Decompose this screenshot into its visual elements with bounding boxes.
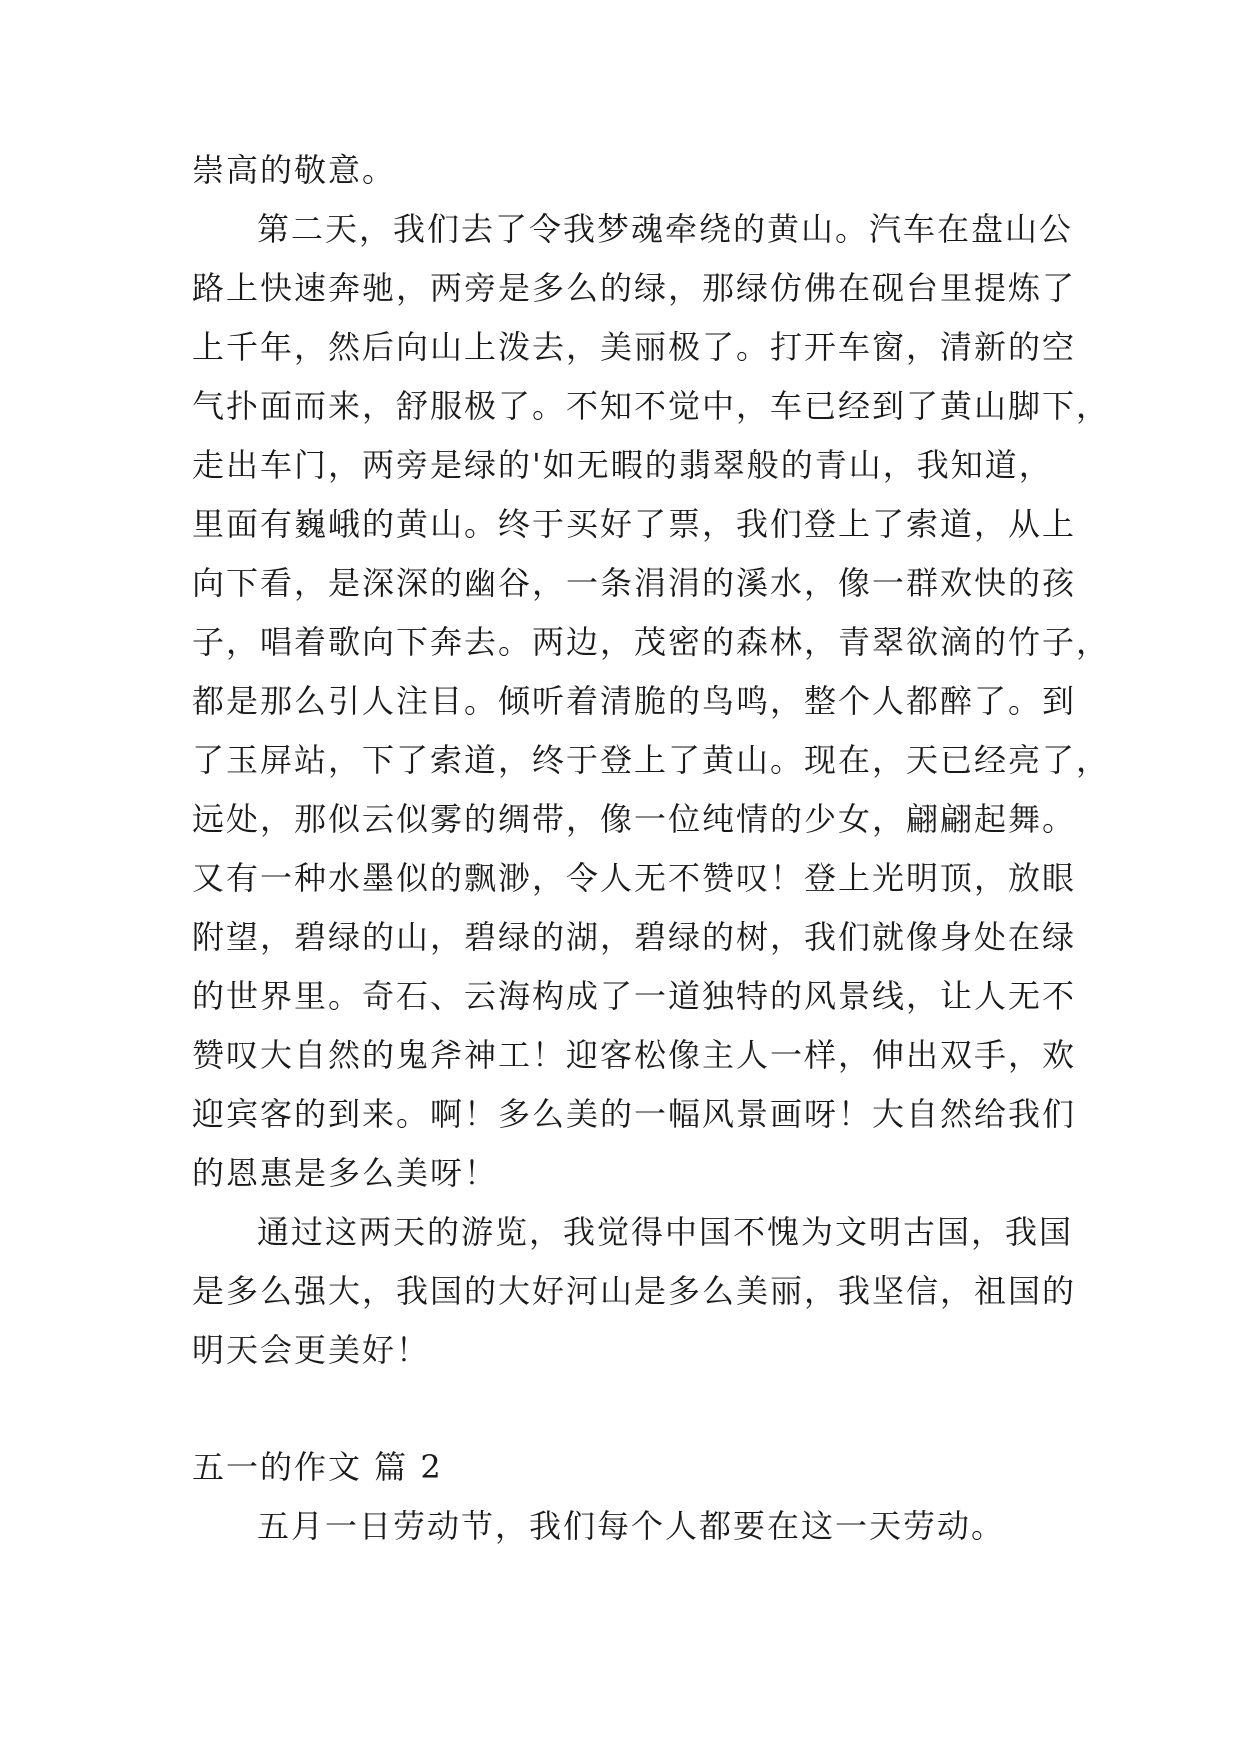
text-line: 路上快速奔驰，两旁是多么的绿，那绿仿佛在砚台里提炼了 bbox=[192, 269, 1077, 307]
text-line: 远处，那似云似雾的绸带，像一位纯情的少女，翩翩起舞。 bbox=[192, 800, 1077, 838]
text-line: 向下看，是深深的幽谷，一条涓涓的溪水，像一群欢快的孩 bbox=[192, 564, 1077, 602]
text-line: 的世界里。奇石、云海构成了一道独特的风景线，让人无不 bbox=[192, 977, 1077, 1015]
text-line: 走出车门，两旁是绿的'如无暇的翡翠般的青山，我知道， bbox=[192, 446, 1053, 484]
text-line: 都是那么引人注目。倾听着清脆的鸟鸣，整个人都醉了。到 bbox=[192, 682, 1077, 720]
text-line: 迎宾客的到来。啊！多么美的一幅风景画呀！大自然给我们 bbox=[192, 1095, 1077, 1133]
text-line: 的恩惠是多么美呀！ bbox=[192, 1154, 499, 1192]
text-line: 子，唱着歌向下奔去。两边，茂密的森林，青翠欲滴的竹子， bbox=[192, 623, 1111, 661]
text-line: 附望，碧绿的山，碧绿的湖，碧绿的树，我们就像身处在绿 bbox=[192, 918, 1077, 956]
text-line: 是多么强大，我国的大好河山是多么美丽，我坚信，祖国的 bbox=[192, 1272, 1077, 1310]
text-line: 明天会更美好！ bbox=[192, 1331, 431, 1369]
text-line: 五月一日劳动节，我们每个人都要在这一天劳动。 bbox=[257, 1507, 1006, 1545]
text-line: 里面有巍峨的黄山。终于买好了票，我们登上了索道，从上 bbox=[192, 505, 1077, 543]
text-line: 第二天，我们去了令我梦魂牵绕的黄山。汽车在盘山公 bbox=[257, 210, 1074, 248]
text-line: 又有一种水墨似的飘渺，令人无不赞叹！登上光明顶，放眼 bbox=[192, 859, 1077, 897]
text-line: 上千年，然后向山上泼去，美丽极了。打开车窗，清新的空 bbox=[192, 328, 1077, 366]
text-line: 通过这两天的游览，我觉得中国不愧为文明古国，我国 bbox=[257, 1213, 1074, 1251]
text-line: 崇高的敬意。 bbox=[192, 151, 397, 189]
text-line: 了玉屏站，下了索道，终于登上了黄山。现在，天已经亮了， bbox=[192, 741, 1111, 779]
text-line: 气扑面而来，舒服极了。不知不觉中，车已经到了黄山脚下， bbox=[192, 387, 1111, 425]
section-heading: 五一的作文 篇 2 bbox=[192, 1448, 443, 1486]
text-line: 赞叹大自然的鬼斧神工！迎客松像主人一样，伸出双手，欢 bbox=[192, 1036, 1077, 1074]
